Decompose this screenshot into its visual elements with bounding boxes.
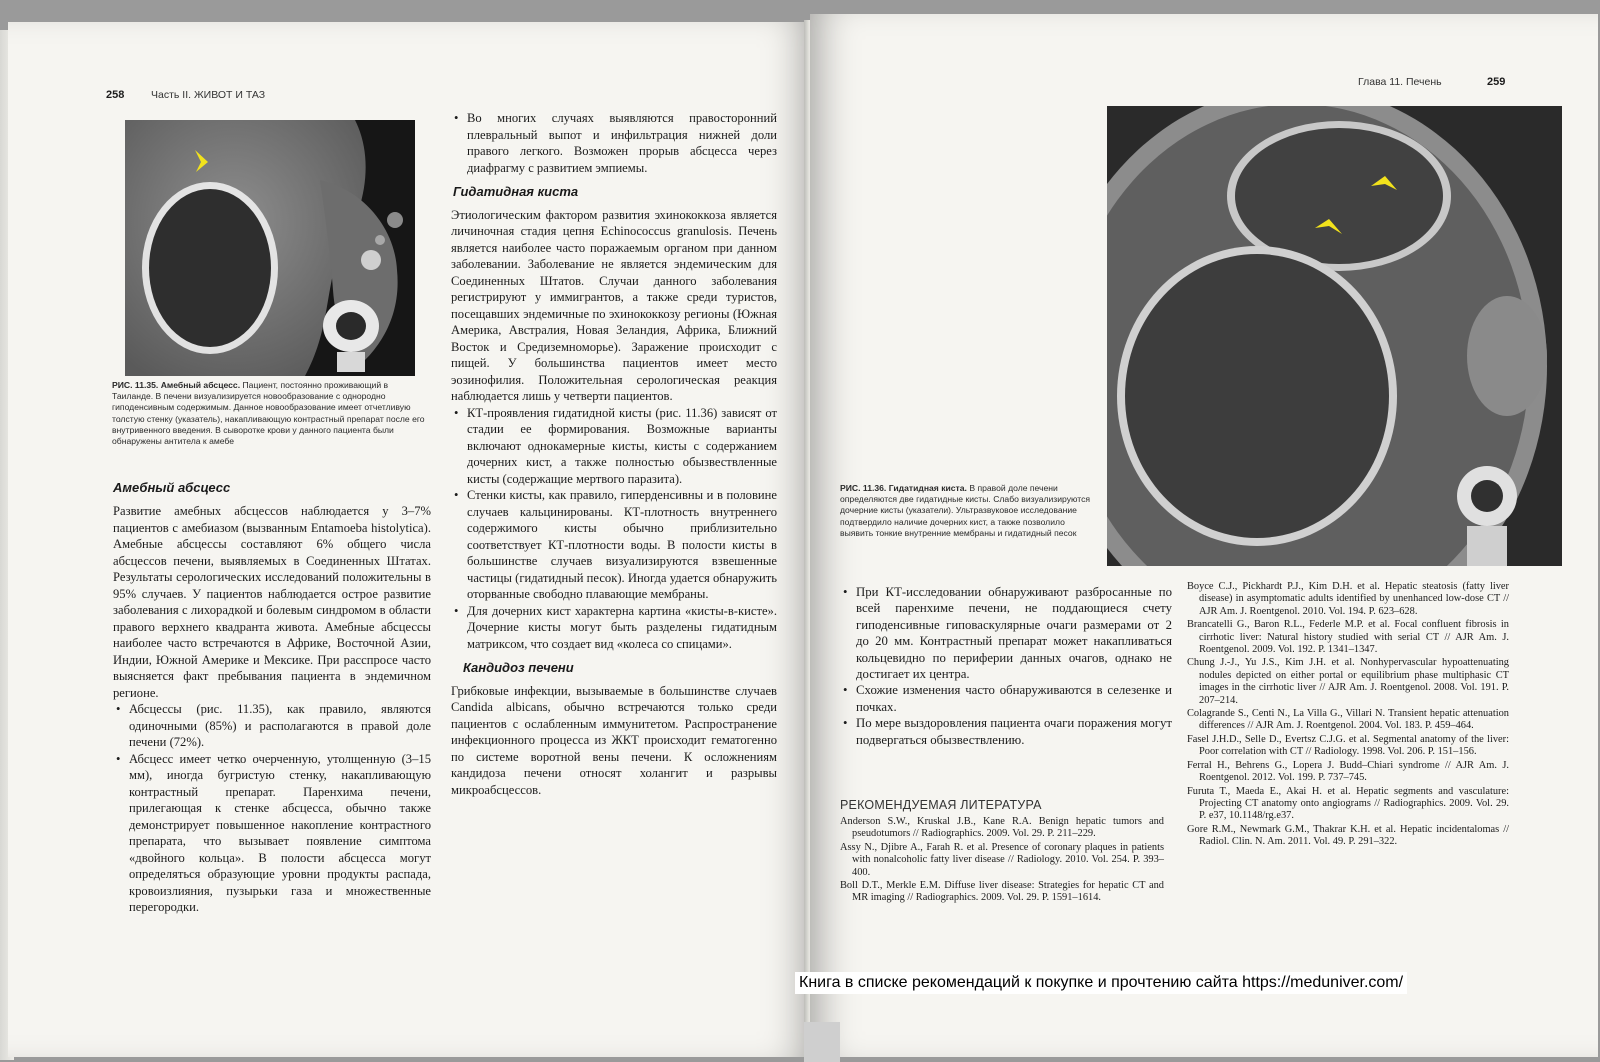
reference-item: Boyce C.J., Pickhardt P.J., Kim D.H. et al. Hepatic steatosis (fatty liver disease) in asymptomatic adults identified by unenhanced low-dose CT // AJR Am. J. Roentgenol. 2010. Vol. 194. P. 623–628. (1187, 581, 1509, 617)
hydatid-bullet-list (451, 405, 777, 653)
reference-item: Boll D.T., Merkle E.M. Diffuse liver disease: Strategies for hepatic CT and MR imaging // Radiographics. 2009. Vol. 29. P. 1591–1614. (840, 880, 1164, 904)
reference-item: Brancatelli G., Baron R.L., Federle M.P. et al. Focal confluent fibrosis in cirrhotic liver: Natural history studied with serial CT // AJR Am. J. Roentgenol. 2009. Vol. 192. P. 1341–1347. (1187, 619, 1509, 656)
amoebic-intro-paragraph: Развитие амебных абсцессов наблюдается у 3–7% пациентов с амебиазом (вызванным Entamoeba histolytica). Амебные абсцессы составляют 6% общего числа абсцессов печени, выявляемых в Соединенных Штатах. Результаты серологических исследований положительны в 95% случаев. У пациентов наблюдается острое развитие заболевания с лихорадкой и болевым синдромом в области правого верхнего квадранта живота. Амебные абсцессы наиболее часто встречаются в Африке, Восточной Азии, Индии, Южной Америке и Мексике. При расспросе часто выясняется факт пребывания пациента в эндемичном регионе. (113, 504, 431, 700)
reference-item: Furuta T., Maeda E., Akai H. et al. Hepatic segments and vasculature: Projecting CT anatomy onto angiograms // Radiographics. 2009. Vol. 29. P. e37, 10.1148/rg.e37. (1187, 785, 1509, 822)
caption-label: РИС. 11.36. Гидатидная киста. (840, 483, 967, 493)
candidiasis-bullet-list (840, 584, 1172, 748)
hydatid-bullet: • КТ-проявления гидатидной кисты (рис. 11.36) зависят от стадии ее формирования. Возможные варианты включают однокамерные кисты, кисты с содержанием дочерних кист, а также полностью обызвествленные кисты (содержащие мертвого паразита). (451, 405, 777, 488)
amoebic-bullet-list (113, 701, 431, 916)
caption-text: Пациент, постоянно проживающий в Таиланде. В печени визуализируется новообразование с однородно гиподенсивным содержимым. Данное новообразование имеет отчетливую толстую стенку (указатель), накапливающую контрастный препарат после его внутривенного введения. В сыворотке крови у данного пациента были обнаружены антитела к амебе (112, 380, 425, 447)
reference-item: Chung J.-J., Yu J.S., Kim J.H. et al. Nonhypervascular hypoattenuating nodules depicted on either portal or equilibrium phase multiphasic CT images in the cirrhotic liver // AJR Am. J. Roentgenol. 2008. Vol. 191. P. 207–214. (1187, 657, 1509, 706)
ct-scan-image-amoebic-abscess (125, 120, 415, 376)
reference-item: Gore R.M., Newmark G.M., Thakrar K.H. et al. Hepatic incidentalomas // Radiol. Clin. N. Am. 2011. Vol. 49. P. 291–322. (1187, 823, 1509, 848)
page-number: 259 (1487, 76, 1506, 88)
reference-item: Ferral H., Behrens G., Lopera J. Budd–Chiari syndrome // AJR Am. J. Roentgenol. 2012. Vol. 199. P. 737–745. (1187, 759, 1509, 784)
section-heading-amoebic-abscess: Амебный абсцесс (113, 480, 231, 495)
hydatid-bullet: • Стенки кисты, как правило, гиперденсивны и в половине случаев кальцинированы. КТ-плотность внутреннего содержимого кисты обычно приблизительно соответствует КТ-плотности воды. В полости кисты в большинстве случаев визуализируются взвешенные частицы (гидатидный песок). Иногда удается обнаружить оторванные свободно плавающие мембраны. (451, 487, 777, 603)
right-page (810, 14, 1598, 1057)
candidiasis-bullet: • При КТ-исследовании обнаруживают разбросанные по всей паренхиме печени, не поддающиеся счету гиподенсивные гиповаскулярные очаги размерами от 2 до 20 мм. Контрастный препарат может накапливаться кольцевидно по периферии данных очагов, однако не достигает их центра. (840, 584, 1172, 682)
reference-item: Anderson S.W., Kruskal J.B., Kane R.A. Benign hepatic tumors and pseudotumors // Radiographics. 2009. Vol. 29. P. 211–229. (840, 816, 1164, 840)
ct-scan-graphic (1107, 106, 1562, 566)
candidiasis-bullet: • Схожие изменения часто обнаруживаются в селезенке и почках. (840, 682, 1172, 715)
abscess-bullet: • Во многих случаях выявляются правосторонний плевральный выпот и инфильтрация нижней доли правого легкого. Возможен прорыв абсцесса через диафрагму с развитием эмпиемы. (451, 110, 777, 176)
ct-scan-image-hydatid-cyst (1107, 106, 1562, 566)
figure-caption-11-35 (112, 380, 427, 447)
reference-item: Assy N., Djibre A., Farah R. et al. Presence of coronary plaques in patients with nonalcoholic fatty liver disease // Radiology. 2010. Vol. 254. P. 393–400. (840, 841, 1164, 878)
abscess-extra-bullet (451, 110, 777, 176)
amoebic-bullet: • Абсцессы (рис. 11.35), как правило, являются одиночными (85%) и располагаются в правой доле печени (72%). (113, 701, 431, 751)
page-number: 258 (106, 89, 125, 101)
candidiasis-bullet: • По мере выздоровления пациента очаги поражения могут подвергаться обызвествлению. (840, 715, 1172, 748)
references-column-1 (840, 816, 1164, 906)
amoebic-bullet: • Абсцесс имеет четко очерченную, утолщенную (3–15 мм), иногда бугристую стенку, накапливающую контрастный препарат. Паренхима печени, прилегающая к стенке абсцесса, обычно также демонстрирует повышенное накопление контрастного препарата, что вызывает появление симптома «двойного кольца». В полости абсцесса могут определяться образующие уровни продукты распада, кровоизлияния, пузырьки газа и множественные перегородки. (113, 751, 431, 916)
candidiasis-paragraph: Грибковые инфекции, вызываемые в большинстве случаев Candida albicans, обычно встречаются только среди пациентов с ослабленным иммунитетом. Распространение инфекционного процесса из ЖКТ происходит гематогенно по системе воротной вены печени. К осложнениям кандидоза печени относят холангит и разрывы микроабсцессов. (451, 683, 777, 797)
candidiasis-ct-findings (840, 584, 1172, 748)
hydatid-intro-paragraph: Этиологическим фактором развития эхинококкоза является личиночная стадия цепня Echinococcus granulosis. Печень является наиболее часто поражаемым органом при данном заболевании. Заболевание не является эндемическим для Соединенных Штатов. Случаи данного заболевания регистрируют у иммигрантов, а также среди туристов, посещавших эндемичные по эхинококкозу регионы (Южная Америка, Австралия, Новая Зеландия, Африка, Ближний Восток и Средиземноморье). Заражение происходит с пищей. У большинства пациентов имеет место эозинофилия. Положительная серологическая реакция наблюдается лишь у четверти пациентов. (451, 207, 777, 403)
figure-caption-11-36 (840, 483, 1095, 539)
left-page (8, 22, 810, 1057)
hydatid-bullet: • Для дочерних кист характерна картина «кисты-в-кисте». Дочерние кисты могут быть разделены гидатидным матриксом, что создает вид «колеса со спицами». (451, 603, 777, 653)
amoebic-abscess-body (113, 503, 431, 916)
references-column-2 (1187, 581, 1509, 850)
caption-text: В правой доле печени определяются две гидатидные кисты. Слабо визуализируются дочерние кисты (указатели). Ультразвуковое исследование подтвердило наличие дочерних кист, а также позволило выявить тонкие внутренние мембраны и гидатидный песок (840, 483, 1091, 538)
page-tab (804, 1022, 840, 1062)
ct-scan-graphic (125, 120, 415, 376)
section-heading-candidiasis: Кандидоз печени (463, 660, 574, 675)
reference-item: Colagrande S., Centi N., La Villa G., Villari N. Transient hepatic attenuation differences // AJR Am. J. Roentgenol. 2004. Vol. 183. P. 459–464. (1187, 708, 1509, 732)
running-head: Часть II. ЖИВОТ И ТАЗ (151, 89, 266, 101)
section-heading-hydatid-cyst: Гидатидная киста (453, 184, 579, 199)
caption-label: РИС. 11.35. Амебный абсцесс. (112, 380, 241, 390)
running-head: Глава 11. Печень (1358, 76, 1442, 88)
watermark-link-text: Книга в списке рекомендаций к покупке и прочтению сайта https://meduniver.com/ (795, 972, 1407, 994)
references-title: РЕКОМЕНДУЕМАЯ ЛИТЕРАТУРА (840, 798, 1042, 812)
left-column-2 (451, 110, 777, 798)
reference-item: Fasel J.H.D., Selle D., Evertsz C.J.G. et al. Segmental anatomy of the liver: Poor correlation with CT // Radiology. 1998. Vol. 206. P. 151–156. (1187, 733, 1509, 758)
